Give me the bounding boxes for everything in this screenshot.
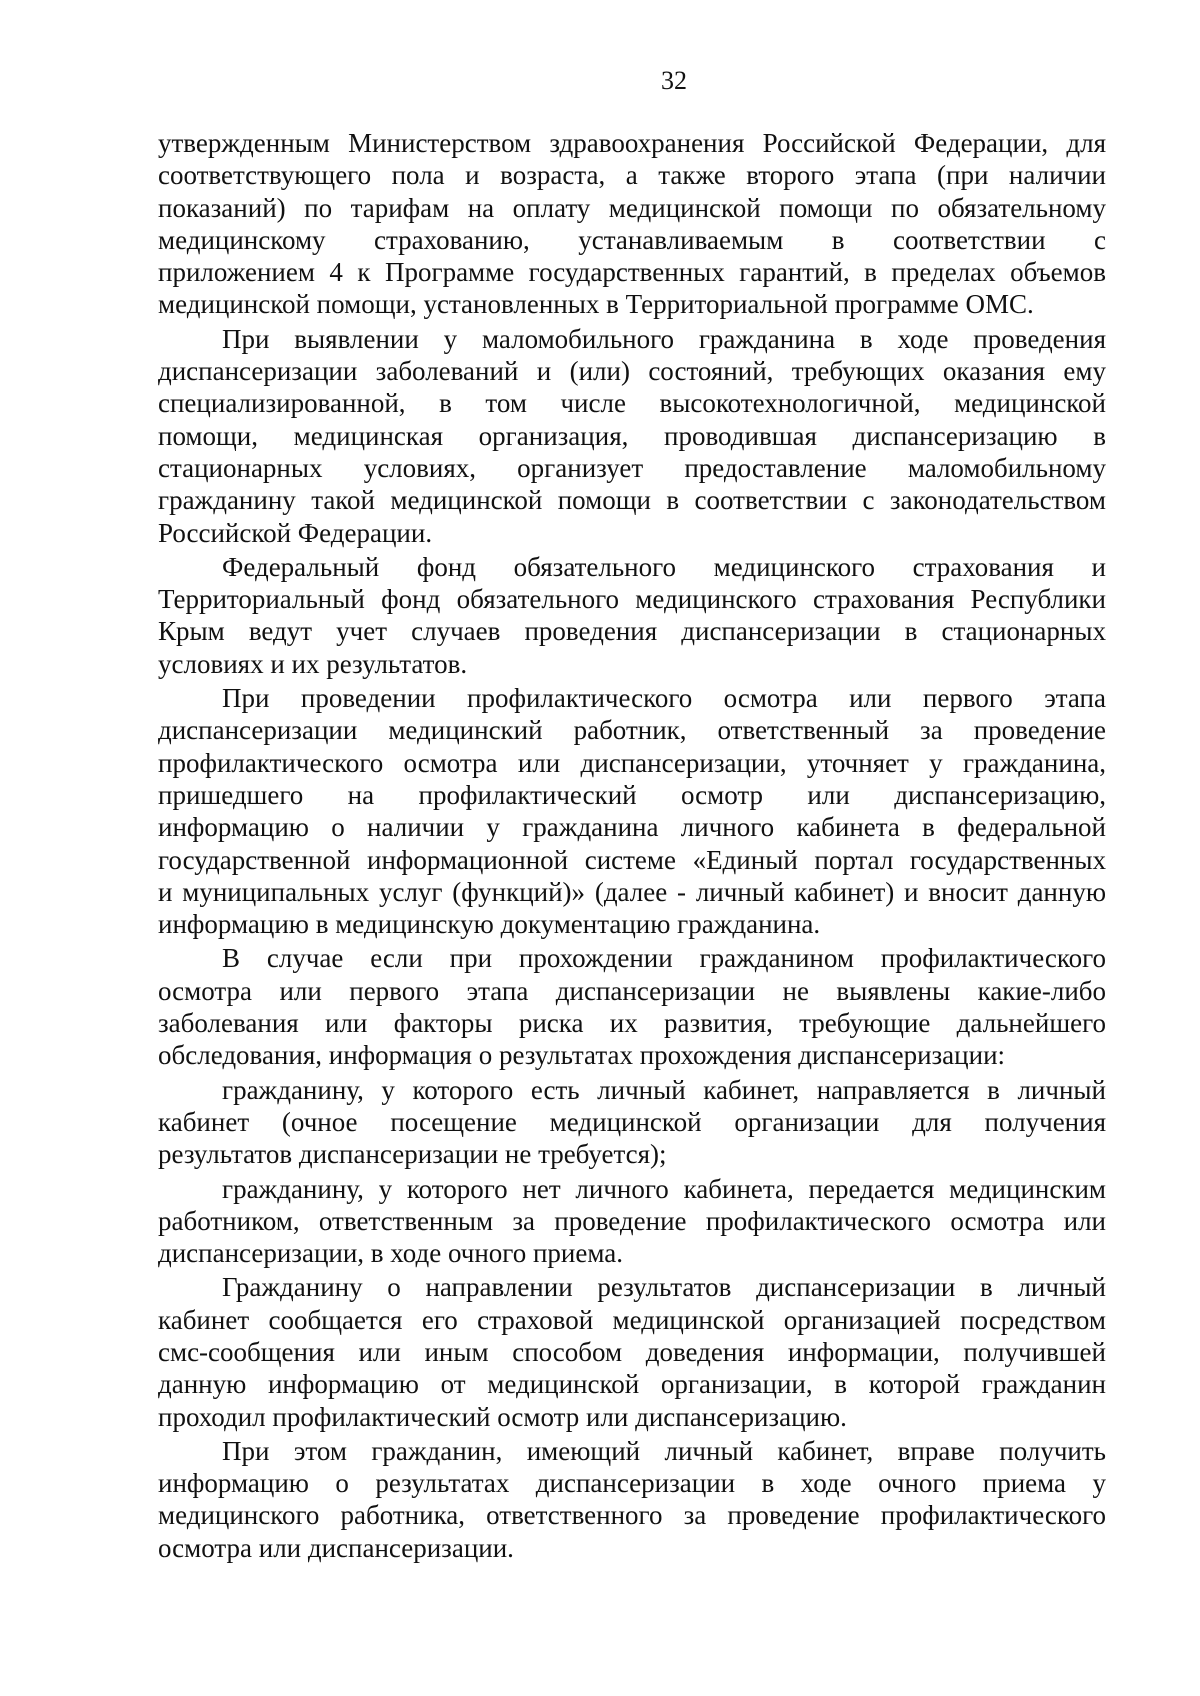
text-line: При выявлении у маломобильного гражданина в ходе проведения <box>222 323 1106 354</box>
text-line: гражданину, у которого нет личного кабинета, передается медицинским <box>222 1173 1106 1204</box>
text-line: Российской Федерации. <box>158 517 433 548</box>
text-line: диспансеризации медицинский работник, ответственный за проведение <box>158 715 1106 746</box>
page-number: 32 <box>661 66 687 95</box>
text-line: Территориальный фонд обязательного медицинского страхования Республики <box>158 584 1106 615</box>
text-line: кабинет (очное посещение медицинской организации для получения <box>158 1106 1106 1137</box>
text-line: информацию в медицинскую документацию гражданина. <box>158 909 821 940</box>
paragraph <box>158 942 1106 1071</box>
text-line: Федеральный фонд обязательного медицинского страхования и <box>222 551 1106 582</box>
paragraph <box>158 127 1106 321</box>
text-line: проходил профилактический осмотр или диспансеризацию. <box>158 1401 847 1432</box>
text-line: информацию о наличии у гражданина личного кабинета в федеральной <box>158 812 1106 843</box>
text-line: В случае если при прохождении гражданином профилактического <box>222 943 1106 974</box>
text-line: и муниципальных услуг (функций)» (далее - личный кабинет) и вносит данную <box>158 876 1106 907</box>
text-line: диспансеризации, в ходе очного приема. <box>158 1238 623 1269</box>
paragraph <box>158 1173 1106 1270</box>
text-line: медицинской помощи, установленных в Территориальной программе ОМС. <box>158 289 1034 320</box>
text-line: диспансеризации заболеваний и (или) состояний, требующих оказания ему <box>158 356 1106 387</box>
text-line: государственной информационной системе «Единый портал государственных <box>158 844 1106 875</box>
text-line: работником, ответственным за проведение профилактического осмотра или <box>158 1205 1106 1236</box>
text-line: специализированной, в том числе высокотехнологичной, медицинской <box>158 388 1106 419</box>
text-line: результатов диспансеризации не требуется); <box>158 1139 667 1170</box>
text-line: профилактического осмотра или диспансеризации, уточняет у гражданина, <box>158 747 1106 778</box>
text-line: соответствующего пола и возраста, а также второго этапа (при наличии <box>158 160 1106 191</box>
text-line: медицинскому страхованию, устанавливаемым в соответствии с <box>158 224 1106 255</box>
text-line: стационарных условиях, организует предоставление маломобильному <box>158 452 1106 483</box>
text-line: условиях и их результатов. <box>158 648 468 679</box>
text-line: утвержденным Министерством здравоохранения Российской Федерации, для <box>158 128 1106 158</box>
text-line: осмотра или первого этапа диспансеризации не выявлены какие-либо <box>158 975 1106 1006</box>
paragraph <box>158 551 1106 680</box>
text-line: медицинского работника, ответственного за проведение профилактического <box>158 1500 1106 1531</box>
text-line: При проведении профилактического осмотра или первого этапа <box>222 683 1106 714</box>
text-line: показаний) по тарифам на оплату медицинской помощи по обязательному <box>158 192 1106 223</box>
text-line: гражданину такой медицинской помощи в соответствии с законодательством <box>158 485 1106 516</box>
paragraph <box>158 682 1106 940</box>
document-body <box>158 127 1106 1564</box>
text-line: приложением 4 к Программе государственных гарантий, в пределах объемов <box>158 257 1106 288</box>
text-line: информацию о результатах диспансеризации в ходе очного приема у <box>158 1468 1106 1499</box>
text-line: обследования, информация о результатах прохождения диспансеризации: <box>158 1040 1006 1071</box>
text-line: смс-сообщения или иным способом доведения информации, получившей <box>158 1336 1106 1367</box>
text-line: данную информацию от медицинской организации, в которой гражданин <box>158 1369 1106 1400</box>
paragraph <box>158 323 1106 549</box>
text-line: заболевания или факторы риска их развития, требующие дальнейшего <box>158 1008 1106 1039</box>
text-line: При этом гражданин, имеющий личный кабинет, вправе получить <box>222 1435 1106 1466</box>
text-line: осмотра или диспансеризации. <box>158 1532 514 1563</box>
paragraph <box>158 1435 1106 1564</box>
text-line: пришедшего на профилактический осмотр или диспансеризацию, <box>158 779 1106 810</box>
text-line: гражданину, у которого есть личный кабинет, направляется в личный <box>222 1074 1106 1105</box>
text-line: Гражданину о направлении результатов диспансеризации в личный <box>222 1272 1106 1303</box>
paragraph <box>158 1271 1106 1432</box>
text-line: Крым ведут учет случаев проведения диспансеризации в стационарных <box>158 616 1106 647</box>
text-line: кабинет сообщается его страховой медицинской организацией посредством <box>158 1304 1106 1335</box>
paragraph <box>158 1074 1106 1171</box>
text-line: помощи, медицинская организация, проводившая диспансеризацию в <box>158 420 1106 451</box>
